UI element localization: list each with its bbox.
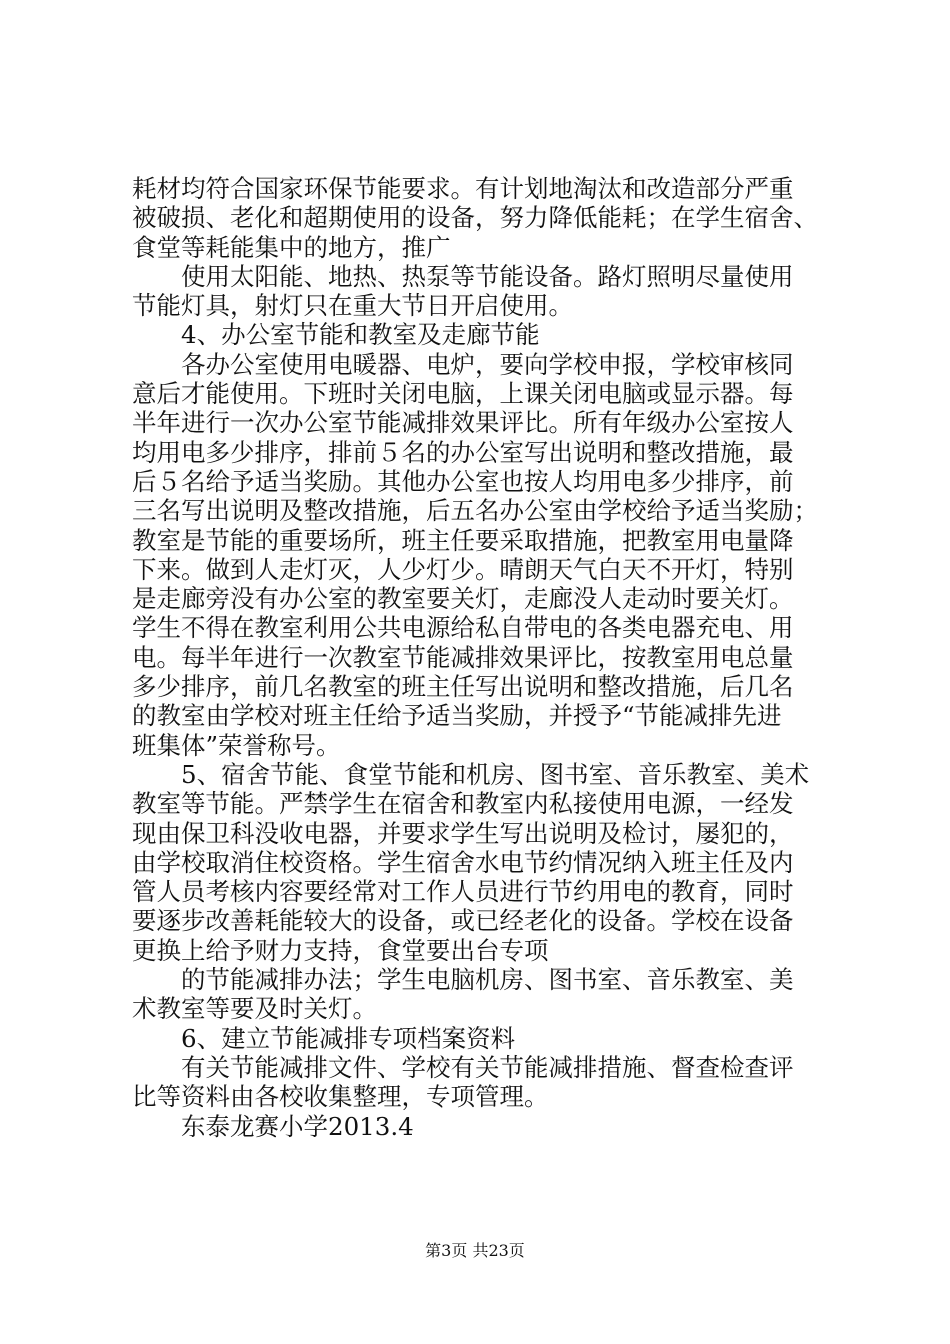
text-line: 是走廊旁没有办公室的教室要关灯，走廊没人走动时要关灯。: [132, 584, 794, 614]
document-body: [132, 174, 832, 1141]
text-line: 各办公室使用电暖器、电炉，要向学校申报，学校审核同: [181, 349, 794, 379]
text-line: 后５名给予适当奖励。其他办公室也按人均用电多少排序，前: [132, 466, 794, 496]
text-line: 班集体”荣誉称号。: [132, 730, 341, 760]
text-line: 学生不得在教室利用公共电源给私自带电的各类电器充电、用: [132, 613, 794, 643]
text-line: 被破损、老化和超期使用的设备，努力降低能耗；在学生宿舍、: [132, 203, 818, 233]
section-heading-5: 5、宿舍节能、食堂节能和机房、图书室、音乐教室、美术: [181, 759, 810, 789]
text-line: 现由保卫科没收电器，并要求学生写出说明及检讨，屡犯的，: [132, 818, 794, 848]
text-line: 更换上给予财力支持，食堂要出台专项: [132, 935, 549, 965]
text-line: 电。每半年进行一次教室节能减排效果评比，按教室用电总量: [132, 642, 794, 672]
text-line: 三名写出说明及整改措施，后五名办公室由学校给予适当奖励；: [132, 496, 818, 526]
text-line: 由学校取消住校资格。学生宿舍水电节约情况纳入班主任及内: [132, 847, 794, 877]
text-line: 使用太阳能、地热、热泵等节能设备。路灯照明尽量使用: [181, 261, 794, 291]
text-line: 管人员考核内容要经常对工作人员进行节约用电的教育，同时: [132, 877, 794, 907]
section-heading-4: 4、办公室节能和教室及走廊节能: [181, 320, 540, 350]
text-line: 多少排序，前几名教室的班主任写出说明和整改措施，后几名: [132, 672, 794, 702]
signature-line: 东泰龙赛小学2013.4: [181, 1111, 414, 1141]
text-line: 的教室由学校对班主任给予适当奖励，并授予“节能减排先进: [132, 701, 782, 731]
text-line: 的节能减排办法；学生电脑机房、图书室、音乐教室、美: [181, 965, 794, 995]
text-line: 下来。做到人走灯灭，人少灯少。晴朗天气白天不开灯，特别: [132, 554, 794, 584]
text-line: 半年进行一次办公室节能减排效果评比。所有年级办公室按人: [132, 408, 794, 438]
text-line: 耗材均符合国家环保节能要求。有计划地淘汰和改造部分严重: [132, 174, 794, 203]
text-line: 食堂等耗能集中的地方，推广: [132, 232, 451, 262]
page-number-footer: 第3页 共23页: [425, 1241, 525, 1260]
text-line: 术教室等要及时关灯。: [132, 994, 377, 1024]
text-line: 教室等节能。严禁学生在宿舍和教室内私接使用电源，一经发: [132, 789, 794, 819]
section-heading-6: 6、建立节能减排专项档案资料: [181, 1023, 516, 1053]
text-line: 教室是节能的重要场所，班主任要采取措施，把教室用电量降: [132, 525, 794, 555]
text-line: 均用电多少排序，排前５名的办公室写出说明和整改措施，最: [132, 437, 794, 467]
text-line: 要逐步改善耗能较大的设备，或已经老化的设备。学校在设备: [132, 906, 794, 936]
text-line: 节能灯具，射灯只在重大节日开启使用。: [132, 291, 573, 321]
text-line: 有关节能减排文件、学校有关节能减排措施、督查检查评: [181, 1052, 794, 1082]
text-line: 比等资料由各校收集整理，专项管理。: [132, 1082, 549, 1112]
text-line: 意后才能使用。下班时关闭电脑，上课关闭电脑或显示器。每: [132, 379, 794, 409]
